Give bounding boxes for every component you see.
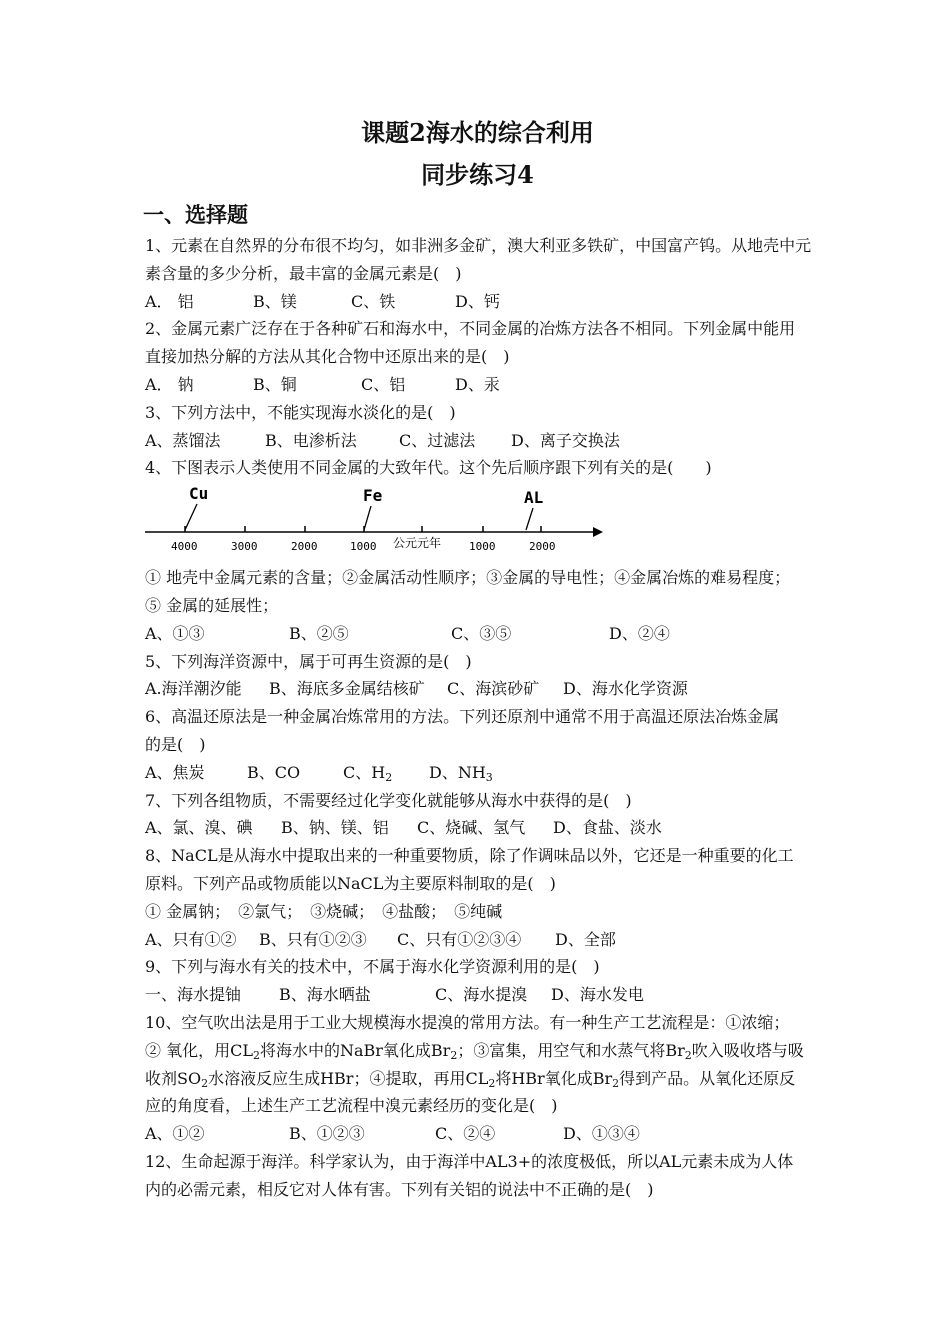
q2-options: [145, 371, 810, 399]
fe-pointer: [364, 506, 371, 530]
q4-text: 4、下图表示人类使用不同金属的大致年代。这个先后顺序跟下列有关的是( ): [145, 458, 712, 478]
q10-text: 10、空气吹出法是用于工业大规模海水提溴的常用方法。有一种生产工艺流程是：①浓缩；: [145, 1012, 790, 1032]
q4-option-b: B、②⑤: [289, 623, 349, 643]
q10-text: 应的角度看，上述生产工艺流程中溴元素经历的变化是( ): [145, 1096, 558, 1116]
q8-option-b: B、只有①②③: [259, 929, 367, 949]
tick-label: 2000: [529, 540, 556, 554]
q3-text: 3、下列方法中，不能实现海水淡化的是( ): [145, 402, 456, 422]
q8-option-a: A、只有①②: [145, 929, 237, 949]
cu-pointer: [185, 504, 197, 530]
q10-option-d: D、①③④: [563, 1124, 640, 1144]
q6-option-d: D、$NH_3$: [429, 762, 493, 784]
section-heading: 一、选择题: [143, 202, 248, 227]
q1-options: [145, 288, 810, 316]
q10-text: ② 氧化，用$CL_2$将海水中的NaBr氧化成$Br_2$；③富集，用空气和水蒸气将$Br_2$吹入吸收塔与吸: [145, 1040, 804, 1062]
q6-option-b: B、CO: [247, 762, 301, 782]
al-pointer: [526, 508, 533, 530]
q10-text: 收剂$SO_2$水溶液反应生成HBr；④提取，再用$CL_2$将HBr氧化成$Br_2$得到产品。从氧化还原反: [145, 1068, 796, 1090]
q9-option-a: 一、海水提铀: [145, 985, 242, 1005]
q9-option-d: D、海水发电: [551, 985, 644, 1005]
q6-options: [145, 759, 810, 787]
q2-option-a: A． 钠: [145, 374, 194, 394]
q1-option-c: C、铁: [351, 291, 396, 311]
tick-label: 3000: [231, 540, 258, 554]
q4-statements: ① 地壳中金属元素的含量；②金属活动性顺序；③金属的导电性；④金属冶炼的难易程度；: [145, 568, 791, 588]
q2-text: 直接加热分解的方法从其化合物中还原出来的是( ): [145, 347, 510, 367]
q1-text: 素含量的多少分析，最丰富的金属元素是( ): [145, 263, 462, 283]
q5-option-c: C、海滨砂矿: [447, 679, 540, 699]
q6-text: 6、高温还原法是一种金属冶炼常用的方法。下列还原剂中通常不用于高温还原法冶炼金属: [145, 707, 780, 727]
q5-option-a: A.海洋潮汐能: [145, 679, 242, 699]
tick-label: 4000: [171, 540, 198, 554]
q1-text: 1、元素在自然界的分布很不均匀，如非洲多金矿，澳大利亚多铁矿，中国富产钨。从地壳中元: [145, 236, 812, 255]
q7-text: 7、下列各组物质，不需要经过化学变化就能够从海水中获得的是( ): [145, 790, 632, 810]
q10-option-a: A、①②: [145, 1124, 205, 1144]
q10-option-b: B、①②③: [289, 1124, 365, 1144]
q1-option-a: A． 铝: [145, 291, 194, 311]
page-title: 课题2海水的综合利用: [361, 118, 594, 147]
q9-option-c: C、海水提溴: [435, 985, 528, 1005]
q3-option-b: B、电渗析法: [265, 430, 357, 450]
q12-text: 12、生命起源于海洋。科学家认为，由于海洋中AL3+的浓度极低，所以AL元素未成为人体: [145, 1151, 794, 1171]
q8-text: 原料。下列产品或物质能以NaCL为主要原料制取的是( ): [145, 873, 556, 893]
q8-option-d: D、全部: [555, 929, 616, 949]
document-page: [145, 118, 810, 1204]
q10-options: [145, 1120, 810, 1148]
q1-option-d: D、钙: [455, 291, 500, 311]
q8-statements: ① 金属钠； ②氯气； ③烧碱； ④盐酸； ⑤纯碱: [145, 901, 503, 921]
q2-option-d: D、汞: [455, 374, 500, 394]
q7-option-a: A、氯、溴、碘: [145, 818, 253, 838]
q5-options: [145, 675, 810, 703]
q7-option-b: B、钠、镁、铝: [281, 818, 389, 838]
q12-text: 内的必需元素，相反它对人体有害。下列有关铝的说法中不正确的是( ): [145, 1179, 654, 1199]
page-subtitle: 同步练习4: [421, 160, 534, 189]
tick-label: 1000: [350, 540, 377, 554]
q8-option-c: C、只有①②③④: [397, 929, 522, 949]
q4-options: [145, 620, 810, 648]
q4-option-a: A、①③: [145, 623, 205, 643]
metal-timeline-figure: [145, 484, 605, 562]
q9-option-b: B、海水晒盐: [279, 985, 371, 1005]
q2-option-c: C、铝: [361, 374, 406, 394]
q4-option-d: D、②④: [609, 623, 670, 643]
q2-text: 2、金属元素广泛存在于各种矿石和海水中，不同金属的冶炼方法各不相同。下列金属中能用: [145, 319, 796, 339]
q7-option-d: D、食盐、淡水: [553, 818, 662, 838]
q5-option-b: B、海底多金属结核矿: [269, 679, 425, 699]
q9-text: 9、下列与海水有关的技术中，不属于海水化学资源利用的是( ): [145, 957, 600, 977]
tick-label-epoch: 公元元年: [393, 536, 442, 551]
tick-label: 1000: [469, 540, 496, 554]
timeline-arrow-icon: [593, 527, 603, 537]
q6-text: 的是( ): [145, 734, 206, 754]
q8-text: 8、NaCL是从海水中提取出来的一种重要物质，除了作调味品以外，它还是一种重要的化工: [145, 846, 794, 866]
q5-option-d: D、海水化学资源: [563, 679, 688, 699]
q8-options: [145, 926, 810, 954]
q1-option-b: B、镁: [253, 291, 297, 311]
q3-option-d: D、离子交换法: [511, 430, 620, 450]
q7-option-c: C、烧碱、氢气: [417, 818, 526, 838]
q6-option-c: C、$H_2$: [343, 762, 393, 784]
q9-options: [145, 981, 810, 1009]
q3-option-a: A、蒸馏法: [145, 430, 221, 450]
metal-label-al: AL: [524, 488, 544, 508]
q7-options: [145, 814, 810, 842]
q4-statements: ⑤ 金属的延展性；: [145, 595, 279, 615]
metal-label-fe: Fe: [363, 486, 383, 506]
q2-option-b: B、铜: [253, 374, 297, 394]
q4-option-c: C、③⑤: [451, 623, 512, 643]
q3-options: [145, 427, 810, 455]
q5-text: 5、下列海洋资源中，属于可再生资源的是( ): [145, 651, 472, 671]
q3-option-c: C、过滤法: [399, 430, 476, 450]
tick-label: 2000: [291, 540, 318, 554]
q10-option-c: C、②④: [435, 1124, 496, 1144]
metal-label-cu: Cu: [189, 484, 209, 504]
q6-option-a: A、焦炭: [145, 762, 205, 782]
timeline-svg: [145, 484, 605, 562]
